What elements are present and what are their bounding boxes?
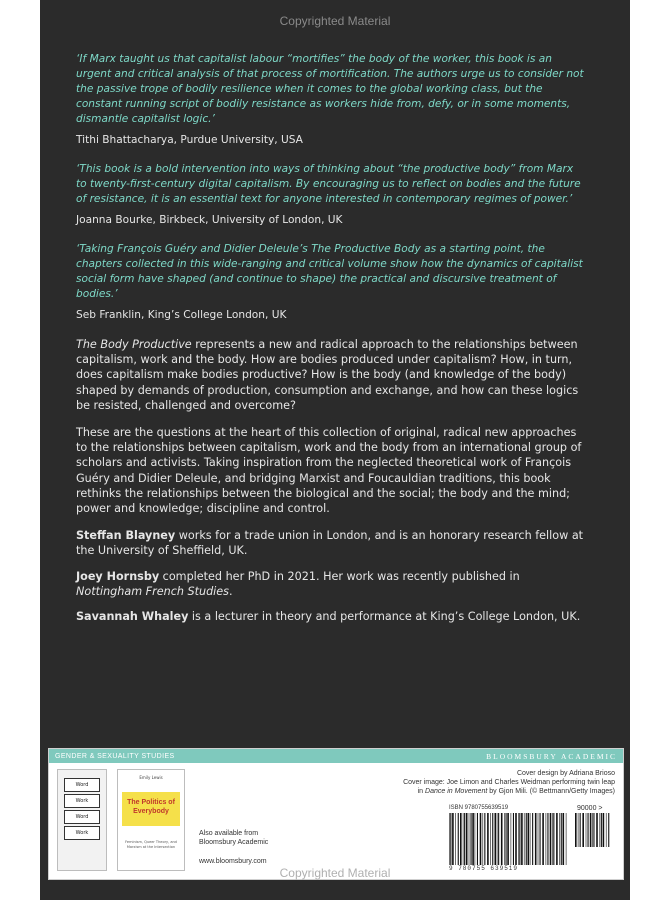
barcode-bar [528, 813, 530, 865]
credit-text: by Gjon Mili. (© Bettmann/Getty Images) [487, 788, 615, 795]
thumb-word: Word [64, 810, 100, 824]
barcode-bar [484, 813, 485, 865]
publisher-band [48, 748, 624, 880]
barcode-bar [553, 813, 554, 865]
credit-image: Cover image: Joe Limon and Charles Weidman performing twin leap [403, 779, 615, 786]
barcode-bar [504, 813, 505, 865]
barcode-bar [498, 813, 499, 865]
editor-bio [76, 569, 586, 599]
barcode-bar [532, 813, 533, 865]
barcode-bar [458, 813, 459, 865]
endorsement-quote: ‘This book is a bold intervention into ways of thinking about “the productive body” from Marx to twenty-first-century digital capitalism. By encouraging us to reflect on bodies and the future of resistance, it is an essential text for anyone interested in contemporary regimes of power.’ [76, 163, 581, 205]
barcode-bar [586, 813, 587, 847]
barcode-bar [542, 813, 544, 865]
related-book-thumbnail [57, 769, 107, 871]
editor-bio-text: works for a trade union in London, and is an honorary research fellow at the University of Sheffield, UK. [76, 529, 584, 558]
barcode-bar [546, 813, 547, 865]
cover-credits [315, 769, 615, 796]
editor-name: Savannah Whaley [76, 610, 189, 624]
barcode-bar [518, 813, 519, 865]
barcode-bar [471, 813, 472, 865]
also-available-line: Bloomsbury Academic [199, 839, 269, 846]
book-title: The Body Productive [76, 338, 192, 351]
book-back-cover [40, 0, 630, 900]
barcode-bar [601, 813, 602, 847]
publisher-name: BLOOMSBURY ACADEMIC [486, 751, 617, 761]
barcode-bar [463, 813, 464, 865]
editor-name: Steffan Blayney [76, 529, 176, 543]
barcode-bar [507, 813, 509, 865]
barcode-bar [530, 813, 531, 865]
endorsement-attribution: Tithi Bhattacharya, Purdue University, USA [76, 134, 303, 146]
thumb-word: Word [64, 778, 100, 792]
barcode-bar [566, 813, 567, 865]
barcode-bar [506, 813, 507, 865]
barcode-bar [477, 813, 478, 865]
barcode-bar [603, 813, 605, 847]
thumb-title: The Politics of Everybody [122, 792, 180, 826]
barcode-bar [538, 813, 539, 865]
barcode-bar [540, 813, 541, 865]
related-book-thumbnail [117, 769, 185, 871]
editor-bio-text: is a lecturer in theory and performance at King’s College London, UK. [188, 610, 581, 624]
barcode-bar [578, 813, 579, 847]
endorsement-quote: ‘If Marx taught us that capitalist labour “mortifies” the body of the worker, this book is an urgent and critical analysis of that process of mortification. The authors urge us to consider not the passive trope of bodily resilience when it comes to the global working class, but the constant running script of bodily resistance as workers hide from, defy, or in some moments, dismantle capitalist logic.’ [76, 53, 584, 125]
barcode-bar [487, 813, 489, 865]
barcode-bar [575, 813, 577, 847]
barcode-bar [466, 813, 468, 865]
barcode-bar [483, 813, 484, 865]
credit-design: Cover design by Adriana Brioso [516, 770, 615, 777]
barcode-bar [515, 813, 517, 865]
price-code: 90000 > [577, 805, 603, 812]
barcode-bar [497, 813, 498, 865]
barcode-bar [455, 813, 456, 865]
barcode-bar [590, 813, 592, 847]
barcode-bar [480, 813, 482, 865]
barcode-bar [606, 813, 607, 847]
barcode-bar [600, 813, 601, 847]
description-paragraph: These are the questions at the heart of this collection of original, radical new approaches to the relationships between capitalism, work and the body from an international group of scholars and activists. Taking inspiration from the neglected theoretical work of François Guéry and Didier Deleule, and bridging Marxist and Foucauldian traditions, this book rethinks the relationships between the biological and the social; the body and the mind; power and knowledge; discipline and control. [76, 426, 582, 516]
barcode-bar [464, 813, 465, 865]
barcode-bar [513, 813, 514, 865]
barcode-bar [519, 813, 520, 865]
barcode-bar [521, 813, 523, 865]
editor-bio-tail: . [229, 584, 233, 598]
barcode-bar [561, 813, 562, 865]
endorsement-quote: ‘Taking François Guéry and Didier Deleule’s The Productive Body as a starting point, the chapters collected in this wide-ranging and critical volume show how the dynamics of capitalist social form have shaped (and continue to shape) the practical and discursive treatment of bodies.’ [76, 243, 583, 300]
barcode-bar [588, 813, 589, 847]
barcode-bar [501, 813, 503, 865]
credit-image [315, 787, 615, 796]
barcode-bar [552, 813, 553, 865]
barcode [449, 813, 569, 865]
also-available [199, 829, 268, 866]
barcode-bar [469, 813, 470, 865]
barcode-bar [449, 813, 450, 865]
barcode-bar [593, 813, 594, 847]
thumb-author: Emily Lewis [139, 775, 163, 780]
publisher-url: www.bloomsbury.com [199, 858, 267, 865]
barcode-bar [608, 813, 609, 847]
thumb-word: Work [64, 826, 100, 840]
barcode-bar [563, 813, 565, 865]
barcode-bar [490, 813, 491, 865]
barcode-bar [475, 813, 476, 865]
journal-title: Nottingham French Studies [76, 584, 229, 598]
barcode-bar [452, 813, 454, 865]
barcode-bar [511, 813, 512, 865]
barcode-bar [592, 813, 593, 847]
barcode-area [447, 805, 617, 875]
barcode-bar [547, 813, 548, 865]
barcode-bar [550, 813, 552, 865]
watermark-bottom: Copyrighted Material [279, 866, 391, 880]
barcode-bar [559, 813, 560, 865]
editor-bio [76, 609, 586, 624]
editor-bio [76, 528, 586, 558]
editor-bio-text: completed her PhD in 2021. Her work was recently published in [159, 569, 520, 583]
endorsement-attribution: Seb Franklin, King’s College London, UK [76, 309, 287, 321]
cover-text [76, 52, 586, 634]
barcode-bar [556, 813, 558, 865]
barcode-bar [596, 813, 598, 847]
price-barcode [575, 813, 611, 847]
subject-category: GENDER & SEXUALITY STUDIES [55, 752, 175, 760]
also-available-line: Also available from [199, 830, 259, 837]
barcode-bar [495, 813, 497, 865]
barcode-bar [450, 813, 451, 865]
credit-text: in [417, 788, 426, 795]
isbn-label: ISBN 9780755639519 [449, 805, 509, 811]
description-text: represents a new and radical approach to the relationships between capitalism, work and the body. How are bodies produced under capitalism? How, in turn, does capitalism make bodies productive? How is the body (and knowledge of the body) shaped by demands of production, consumption and exchange, and how can these logics be resisted, challenged and overcome? [76, 338, 579, 412]
watermark-top: Copyrighted Material [279, 14, 391, 28]
artwork-title: Dance in Movement [425, 788, 488, 795]
barcode-bar [472, 813, 474, 865]
description-paragraph [76, 337, 586, 413]
isbn-digits: 9 780755 639519 [449, 865, 519, 872]
thumb-subtitle: Feminism, Queer Theory, and Marxism at the Intersection [125, 840, 177, 849]
barcode-bar [580, 813, 581, 847]
barcode-bar [535, 813, 537, 865]
editor-name: Joey Hornsby [76, 569, 160, 583]
barcode-bar [492, 813, 493, 865]
barcode-bar [524, 813, 525, 865]
barcode-bar [526, 813, 527, 865]
barcode-bar [582, 813, 584, 847]
band-header [49, 749, 623, 763]
barcode-bar [460, 813, 462, 865]
endorsement-attribution: Joanna Bourke, Birkbeck, University of London, UK [76, 214, 343, 226]
thumb-word: Work [64, 794, 100, 808]
